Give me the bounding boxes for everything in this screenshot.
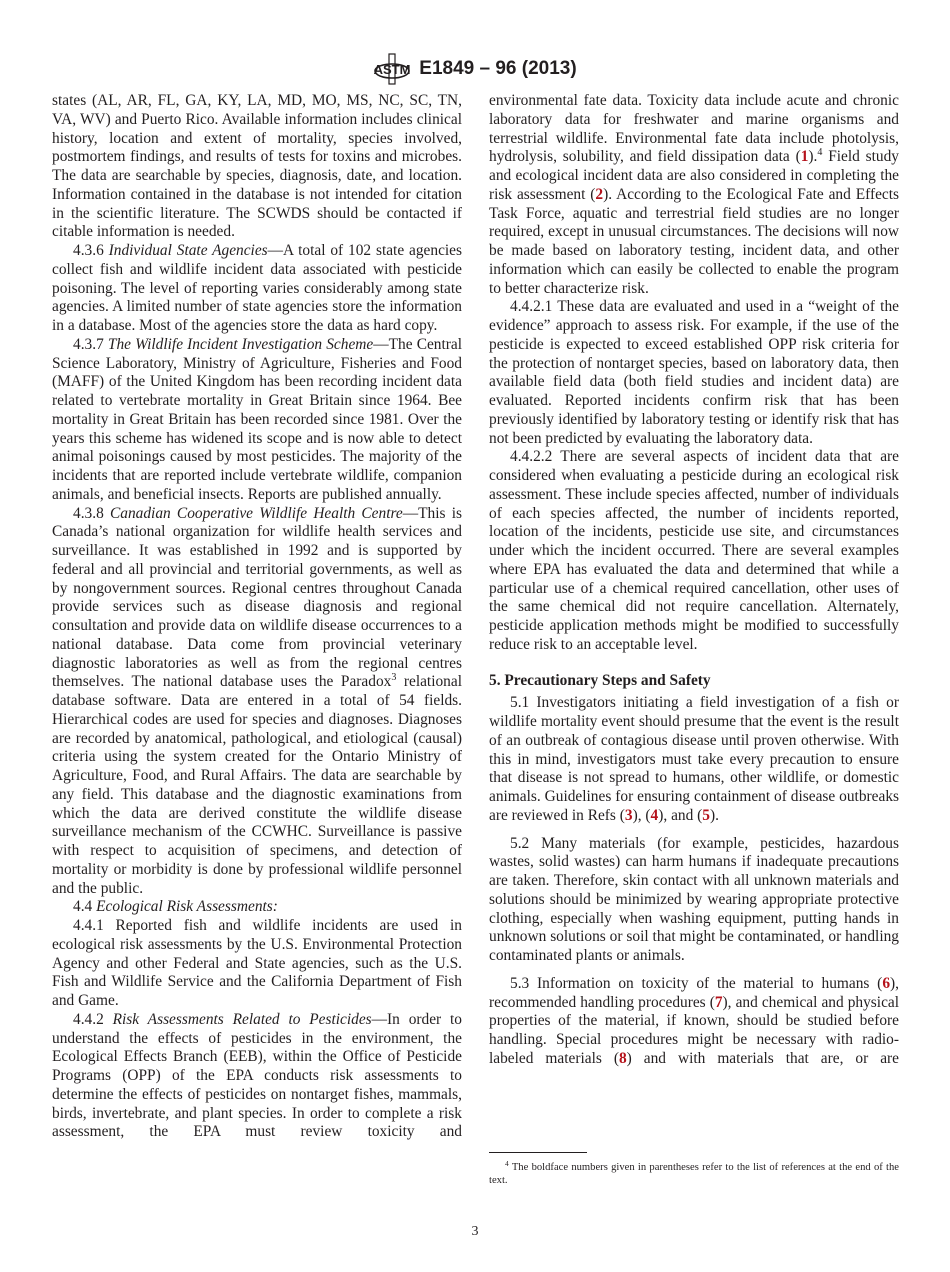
paragraph	[489, 835, 899, 966]
standard-designation: E1849 – 96 (2013)	[419, 58, 577, 79]
reference-link[interactable]: 1	[800, 148, 809, 166]
text-run: 4.4.2.2 There are several aspects of incident data that are considered when evaluating a pesticide during an ecological risk assessment. These include species affected, number of individuals of each species affected, the number of incidents reported, location of the incidents, pesticide use site, and circumstances under which the incident occurred. There are several examples where EPA has evaluated the data and determined that while a particular use of a chemical required cancellation, other uses of the same chemical did not require cancellation. Alternately, pesticide application methods might be modified to successfully reduce risk to an acceptable level.	[489, 448, 899, 653]
paragraph	[52, 917, 462, 1011]
text-run: 5.3 Information on toxicity of the material to humans (	[510, 974, 883, 992]
text-run: relational database software. Data are entered in a total of 54 fields. Hierarchical codes are used for species and diagnoses. Diagnoses are recorded by anatomical, pathological, and etiological (causal) criteria using the system created for the Ontario Ministry of Agriculture, Food, and Rural Affairs. The data are searchable by any field. This database and the diagnostic examinations from which the data are derived constitute the wildlife disease surveillance mechanism of the CCWHC. Surveillance is passive with respect to acquisition of specimens, and detection of mortality or morbidity is done by professional wildlife personnel and the public.	[52, 673, 462, 897]
text-run: ), (	[632, 806, 651, 824]
reference-link[interactable]: 8	[618, 1049, 627, 1067]
text-run: 5.2 Many materials (for example, pesticides, hazardous wastes, solid wastes) can harm humans if inadequate precautions are taken. Therefore, skin contact with all unknown materials and solutions should be minimized by wearing appropriate protective clothing, especially when washing equipment, putting hands in unknown solutions or soil that might be contaminated, or handling contaminated plants or animals.	[489, 834, 899, 964]
text-run: ), recommended handling procedures (	[489, 974, 899, 1011]
paragraph	[52, 1011, 462, 1142]
text-run: —In order to understand the effects of pesticides in the environment, the Ecological Effects Branch (EEB), within the Office of Pesticide Programs (OPP) of the EPA conducts risk assessments to determine the effects of pesticides on nontarget fishes, mammals, birds, invertebrate, and plant species. In order to complete a risk assessment, the EPA must review toxicity and	[52, 1010, 462, 1141]
section-title: The Wildlife Incident Investigation Scheme	[107, 335, 374, 353]
footnote	[489, 1161, 899, 1187]
text-run: —A total of 102 state agencies collect fish and wildlife incident data associated with pesticide poisoning. The level of reporting varies considerably among state agencies. A limited number of state agencies store the information in a database. Most of the agencies store the data as hard copy.	[52, 242, 462, 334]
text-run: —This is Canada’s national organization for wildlife health services and surveillance. It was established in 1992 and is supported by federal and all provincial and territorial governments, as well as by nongovernment sources. Regional centres throughout Canada provide services such as disease diagnosis and regional consultation and provide data on wildlife disease occurrences to a national database. Data come from provincial veterinary diagnostic laboratories as well as from the regional centres themselves. The national database uses the Paradox	[52, 504, 462, 691]
section-title: Risk Assessments Related to Pesticides	[112, 1010, 372, 1028]
text-run: ).	[808, 148, 818, 166]
reference-link[interactable]: 5	[702, 806, 710, 824]
paragraph	[489, 298, 899, 448]
text-run: ). According to the Ecological Fate and Effects Task Force, aquatic and terrestrial field studies are no longer required, except in unusual circumstances. The decisions will now be made based on laboratory testing, incident data, and other information which can easily be collected to enable the program to better characterize risk.	[489, 185, 899, 297]
text-run: states (AL, AR, FL, GA, KY, LA, MD, MO, MS, NC, SC, TN, VA, WV) and Puerto Rico. Available information includes clinical history, location and extent of mortality, species involved, postmortem findings, and results of tests for toxins and microbes. The data are searchable by species, diagnosis, date, and location. Information contained in the database is not intended for citation in the scientific literature. The SCWDS should be contacted if citable information is needed.	[52, 92, 462, 241]
text-run: 4.3.6	[73, 242, 109, 259]
text-run: Field study and ecological incident data are also considered in completing the risk assessment (	[489, 148, 899, 203]
text-run: 4.3.7	[73, 335, 108, 353]
text-run: environmental fate data. Toxicity data include acute and chronic laboratory data for freshwater and marine organisms and terrestrial wildlife. Environmental fate data include photolysis, hydrolysis, solubility, and field dissipation data (	[489, 92, 899, 166]
right-column	[489, 92, 899, 1069]
reference-link[interactable]: 3	[624, 806, 633, 824]
footnote-marker: 3	[391, 672, 397, 684]
reference-link[interactable]: 2	[595, 185, 604, 203]
section-title: Ecological Risk Assessments:	[96, 898, 278, 916]
footnote-mark: 4	[505, 1159, 509, 1168]
text-run: 4.4	[73, 898, 97, 916]
paragraph	[489, 975, 899, 1069]
paragraph	[52, 898, 462, 917]
footnote-divider	[489, 1152, 587, 1153]
paragraph	[52, 505, 462, 899]
reference-link[interactable]: 4	[650, 806, 659, 824]
page-header	[0, 52, 950, 88]
text-run: 5.1 Investigators initiating a field investigation of a fish or wildlife mortality event should presume that the event is the result of an outbreak of contagious disease until proven otherwise. With this in mind, investigators must take every precaution to ensure that disease is not spread to humans, other wildlife, or domestic animals. Guidelines for ensuring containment of disease outbreaks are reviewed in Refs (	[489, 694, 899, 824]
footnote-text: The boldface numbers given in parentheses refer to the list of references at the end of the text.	[489, 1162, 899, 1186]
reference-link[interactable]: 6	[882, 974, 891, 992]
paragraph	[52, 92, 462, 242]
svg-text:ASTM: ASTM	[373, 62, 411, 77]
section-title: Individual State Agencies	[108, 242, 268, 259]
reference-link[interactable]: 7	[714, 993, 723, 1011]
paragraph	[489, 92, 899, 298]
left-column	[52, 92, 462, 1142]
text-run: ).	[709, 806, 719, 824]
text-run: 4.4.2.1 These data are evaluated and used in a “weight of the evidence” approach to assess risk. For example, if the use of the pesticide is expected to exceed established OPP risk criteria for the protection of nontarget species, based on laboratory data, then available field data (both field studies and incident data) are evaluated. Reported incidents confirm risk that has been previously identified by laboratory testing or identify risk that has not been predicted by evaluating the laboratory data.	[489, 298, 899, 447]
section-heading: 5. Precautionary Steps and Safety	[489, 671, 711, 689]
paragraph	[489, 448, 899, 654]
text-run: ), and (	[658, 806, 703, 824]
paragraph	[489, 694, 899, 825]
footnote-marker: 4	[817, 147, 823, 159]
paragraph	[52, 336, 462, 505]
text-run: ) and with materials that are, or are	[626, 1049, 899, 1067]
text-run: 4.3.8	[73, 504, 110, 522]
section-title: Canadian Cooperative Wildlife Health Centre	[110, 504, 403, 522]
text-run: —The Central Science Laboratory, Ministry of Agriculture, Fisheries and Food (MAFF) of the United Kingdom has been recording incident data related to vertebrate mortality in Great Britain since 1964. Bee mortality in Great Britain has been recorded since 1981. Over the years this scheme has widened its scope and is now able to detect animal poisonings caused by most pesticides. The majority of the incidents that are reported include vertebrate wildlife, companion animals, and beneficial insects. Reports are published annually.	[52, 335, 462, 503]
text-run: 4.4.1 Reported fish and wildlife incidents are used in ecological risk assessments by the U.S. Environmental Protection Agency and other Federal and State agencies, such as the U.S. Fish and Wildlife Service and the California Department of Fish and Game.	[52, 917, 462, 1009]
text-run: 4.4.2	[73, 1010, 113, 1028]
page-number: 3	[471, 1224, 479, 1239]
text-run: ), and chemical and physical properties of the material, if known, should be studied before handling. Special procedures might be necessary with radio-labeled materials (	[489, 993, 900, 1067]
paragraph	[52, 242, 462, 336]
astm-logo-icon	[373, 52, 411, 86]
